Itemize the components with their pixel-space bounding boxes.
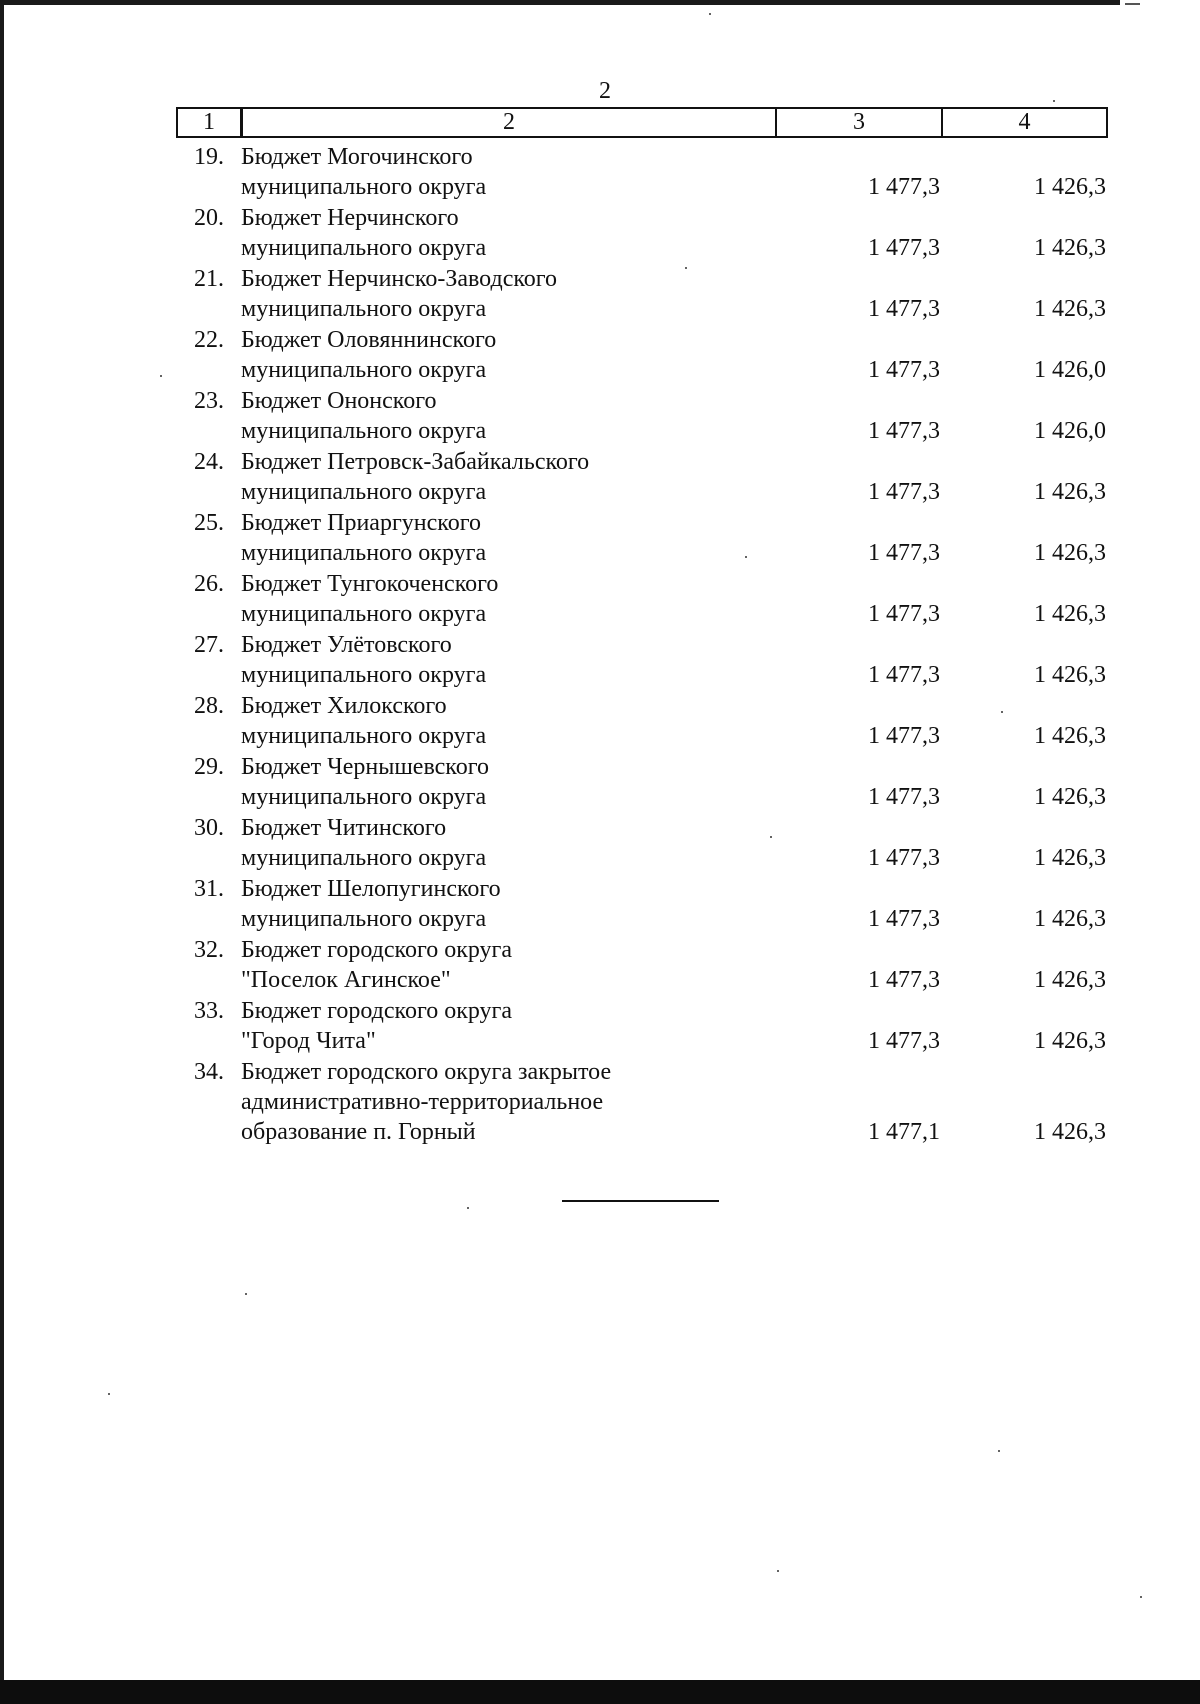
table-row xyxy=(176,813,1108,874)
row-number: 31. xyxy=(194,876,224,902)
budget-name xyxy=(241,142,721,202)
scan-speck xyxy=(770,836,772,838)
budget-name xyxy=(241,752,721,812)
table-header-cell: 1 xyxy=(178,109,243,136)
budget-name-line: муниципального округа xyxy=(241,296,487,322)
end-divider xyxy=(562,1200,719,1202)
budget-name-line: муниципального округа xyxy=(241,174,487,200)
scan-speck xyxy=(998,1450,1000,1452)
budget-name-line: образование п. Горный xyxy=(241,1119,476,1145)
budget-name xyxy=(241,996,721,1056)
amount-column-3: 1 477,3 xyxy=(868,357,940,383)
amount-column-4: 1 426,3 xyxy=(1034,662,1106,688)
scan-speck xyxy=(108,1393,110,1395)
budget-name-line: муниципального округа xyxy=(241,540,487,566)
amount-column-3: 1 477,3 xyxy=(868,174,940,200)
amount-column-3: 1 477,3 xyxy=(868,784,940,810)
budget-name xyxy=(241,874,721,934)
row-number: 20. xyxy=(194,205,224,231)
amount-column-3: 1 477,1 xyxy=(868,1119,940,1145)
amount-column-4: 1 426,3 xyxy=(1034,967,1106,993)
amount-column-3: 1 477,3 xyxy=(868,235,940,261)
budget-name xyxy=(241,1057,721,1147)
budget-name-line: Бюджет Тунгокоченского xyxy=(241,571,499,597)
table-row xyxy=(176,935,1108,996)
scan-speck xyxy=(160,375,162,377)
amount-column-4: 1 426,0 xyxy=(1034,418,1106,444)
amount-column-3: 1 477,3 xyxy=(868,906,940,932)
row-number: 27. xyxy=(194,632,224,658)
row-number: 26. xyxy=(194,571,224,597)
amount-column-3: 1 477,3 xyxy=(868,418,940,444)
budget-name-line: Бюджет Петровск-Забайкальского xyxy=(241,449,590,475)
table-header-cell: 3 xyxy=(777,109,943,136)
budget-name-line: административно-территориальное xyxy=(241,1089,604,1115)
amount-column-3: 1 477,3 xyxy=(868,662,940,688)
amount-column-3: 1 477,3 xyxy=(868,601,940,627)
row-number: 21. xyxy=(194,266,224,292)
budget-name-line: Бюджет Улётовского xyxy=(241,632,452,658)
table-row xyxy=(176,996,1108,1057)
budget-name xyxy=(241,813,721,873)
table-row xyxy=(176,1057,1108,1148)
budget-name-line: Бюджет Хилокского xyxy=(241,693,447,719)
table-row xyxy=(176,386,1108,447)
budget-name-line: "Город Чита" xyxy=(241,1028,376,1054)
budget-name xyxy=(241,325,721,385)
scan-border-top-fragment xyxy=(1125,3,1140,5)
table-row xyxy=(176,325,1108,386)
budget-name-line: муниципального округа xyxy=(241,601,487,627)
scan-speck xyxy=(467,1207,469,1209)
amount-column-4: 1 426,3 xyxy=(1034,784,1106,810)
amount-column-3: 1 477,3 xyxy=(868,479,940,505)
budget-name xyxy=(241,691,721,751)
amount-column-4: 1 426,3 xyxy=(1034,479,1106,505)
budget-name xyxy=(241,569,721,629)
budget-name xyxy=(241,203,721,263)
table-row xyxy=(176,569,1108,630)
budget-name-line: муниципального округа xyxy=(241,662,487,688)
scan-speck xyxy=(685,267,687,269)
scan-speck xyxy=(245,1293,247,1295)
row-number: 30. xyxy=(194,815,224,841)
table-header-row xyxy=(176,107,1108,138)
amount-column-3: 1 477,3 xyxy=(868,723,940,749)
amount-column-4: 1 426,3 xyxy=(1034,1028,1106,1054)
scan-speck xyxy=(1053,100,1055,102)
row-number: 28. xyxy=(194,693,224,719)
amount-column-4: 1 426,3 xyxy=(1034,296,1106,322)
amount-column-3: 1 477,3 xyxy=(868,1028,940,1054)
scan-speck xyxy=(709,13,711,15)
row-number: 29. xyxy=(194,754,224,780)
budget-name xyxy=(241,935,721,995)
budget-name-line: муниципального округа xyxy=(241,235,487,261)
amount-column-3: 1 477,3 xyxy=(868,540,940,566)
amount-column-4: 1 426,3 xyxy=(1034,845,1106,871)
scan-border-bottom xyxy=(0,1680,1200,1704)
row-number: 22. xyxy=(194,327,224,353)
amount-column-4: 1 426,3 xyxy=(1034,540,1106,566)
budget-name xyxy=(241,264,721,324)
table-header-cell: 4 xyxy=(1018,109,1031,135)
scan-speck xyxy=(1140,1596,1142,1598)
scan-border-top xyxy=(0,0,1120,5)
budget-name-line: Бюджет Читинского xyxy=(241,815,447,841)
budget-name-line: муниципального округа xyxy=(241,906,487,932)
budget-name-line: Бюджет Оловяннинского xyxy=(241,327,497,353)
row-number: 34. xyxy=(194,1059,224,1085)
table-row xyxy=(176,691,1108,752)
row-number: 23. xyxy=(194,388,224,414)
amount-column-3: 1 477,3 xyxy=(868,296,940,322)
row-number: 32. xyxy=(194,937,224,963)
scan-border-left xyxy=(0,0,4,1704)
amount-column-4: 1 426,3 xyxy=(1034,174,1106,200)
amount-column-3: 1 477,3 xyxy=(868,967,940,993)
amount-column-4: 1 426,3 xyxy=(1034,601,1106,627)
row-number: 33. xyxy=(194,998,224,1024)
budget-name xyxy=(241,447,721,507)
amount-column-4: 1 426,3 xyxy=(1034,723,1106,749)
budget-name-line: Бюджет городского округа закрытое xyxy=(241,1059,612,1085)
budget-name-line: муниципального округа xyxy=(241,784,487,810)
table-header-cell: 2 xyxy=(243,109,777,136)
budget-name-line: Бюджет Приаргунского xyxy=(241,510,481,536)
table-row xyxy=(176,630,1108,691)
budget-name-line: муниципального округа xyxy=(241,723,487,749)
budget-name-line: муниципального округа xyxy=(241,357,487,383)
budget-name-line: Бюджет Могочинского xyxy=(241,144,473,170)
table-row xyxy=(176,203,1108,264)
scan-speck xyxy=(1001,711,1003,713)
budget-name-line: муниципального округа xyxy=(241,845,487,871)
budget-name-line: муниципального округа xyxy=(241,479,487,505)
budget-name-line: Бюджет Ононского xyxy=(241,388,437,414)
scan-speck xyxy=(745,556,747,558)
page-number: 2 xyxy=(599,78,611,104)
budget-name-line: Бюджет Шелопугинского xyxy=(241,876,501,902)
budget-name-line: "Поселок Агинское" xyxy=(241,967,451,993)
budget-name-line: Бюджет Чернышевского xyxy=(241,754,489,780)
amount-column-4: 1 426,3 xyxy=(1034,1119,1106,1145)
row-number: 24. xyxy=(194,449,224,475)
budget-name-line: Бюджет Нерчинско-Заводского xyxy=(241,266,558,292)
table-row xyxy=(176,264,1108,325)
budget-name-line: Бюджет городского округа xyxy=(241,998,513,1024)
scan-speck xyxy=(777,1570,779,1572)
table-row xyxy=(176,508,1108,569)
budget-name-line: муниципального округа xyxy=(241,418,487,444)
row-number: 19. xyxy=(194,144,224,170)
table-row xyxy=(176,874,1108,935)
budget-name xyxy=(241,508,721,568)
budget-name-line: Бюджет Нерчинского xyxy=(241,205,459,231)
amount-column-3: 1 477,3 xyxy=(868,845,940,871)
budget-name-line: Бюджет городского округа xyxy=(241,937,513,963)
amount-column-4: 1 426,3 xyxy=(1034,235,1106,261)
amount-column-4: 1 426,3 xyxy=(1034,906,1106,932)
amount-column-4: 1 426,0 xyxy=(1034,357,1106,383)
budget-name xyxy=(241,630,721,690)
table-row xyxy=(176,752,1108,813)
table-row xyxy=(176,447,1108,508)
table-row xyxy=(176,142,1108,203)
budget-name xyxy=(241,386,721,446)
table-body xyxy=(176,142,1108,1148)
row-number: 25. xyxy=(194,510,224,536)
